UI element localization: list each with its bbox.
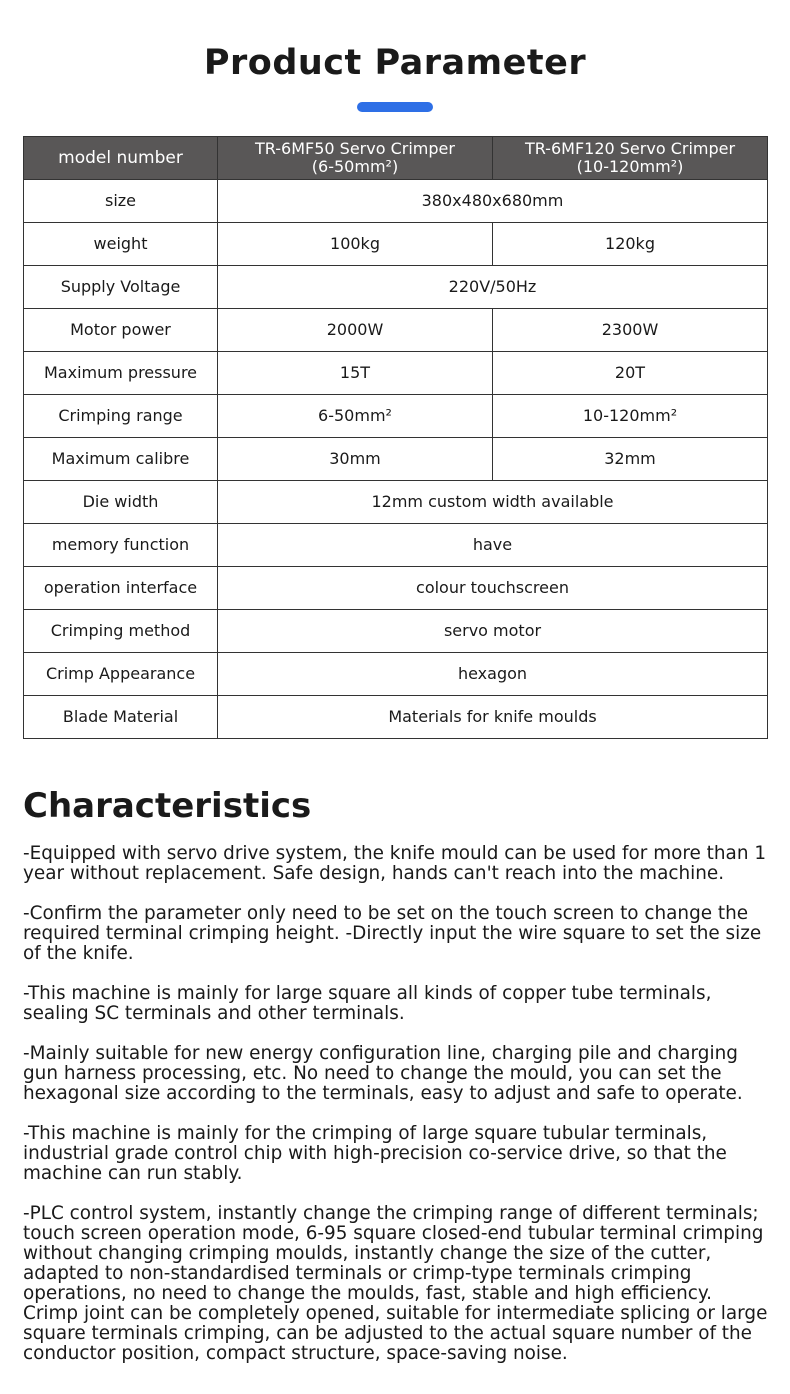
row-value: servo motor [218, 610, 768, 653]
row-label: Crimping range [24, 395, 218, 438]
row-label: Die width [24, 481, 218, 524]
characteristic-paragraph: -Mainly suitable for new energy configuration line, charging pile and charging gun harness processing, etc. No need to change the mould, you can set the hexagonal size according to the terminals, easy to adjust and safe to operate. [23, 1043, 743, 1104]
row-value: colour touchscreen [218, 567, 768, 610]
row-value: 120kg [493, 223, 768, 266]
table-row [24, 696, 768, 739]
row-label: weight [24, 223, 218, 266]
characteristic-paragraph: -PLC control system, instantly change the crimping range of different terminals; touch screen operation mode, 6-95 square closed-end tubular terminal crimping without changing crimping moulds, instantly change the size of the cutter, adapted to non-standardised terminals or crimp-type terminals crimping operations, no need to change the moulds, fast, stable and high efficiency. Crimp joint can be completely opened, suitable for intermediate splicing or large square terminals crimping, can be adjusted to the actual square number of the conductor position, compact structure, space-saving noise. [23, 1203, 768, 1364]
table-row [24, 309, 768, 352]
title-accent-bar [357, 102, 433, 112]
table-row [24, 481, 768, 524]
row-value: 12mm custom width available [218, 481, 768, 524]
characteristic-paragraph: -This machine is mainly for the crimping of large square tubular terminals, industrial grade control chip with high-precision co-service drive, so that the machine can run stably. [23, 1123, 727, 1184]
model-2-range: (10-120mm²) [576, 157, 684, 176]
table-row [24, 395, 768, 438]
table-body [24, 180, 768, 739]
row-value: have [218, 524, 768, 567]
row-value: hexagon [218, 653, 768, 696]
row-value: 15T [218, 352, 493, 395]
table-row [24, 567, 768, 610]
row-value: Materials for knife moulds [218, 696, 768, 739]
row-label: Motor power [24, 309, 218, 352]
table-row [24, 223, 768, 266]
row-value: 20T [493, 352, 768, 395]
table-header-row [24, 137, 768, 180]
row-value: 220V/50Hz [218, 266, 768, 309]
model-1-name: TR-6MF50 Servo Crimper [255, 139, 455, 158]
row-label: Blade Material [24, 696, 218, 739]
row-value: 100kg [218, 223, 493, 266]
row-value: 380x480x680mm [218, 180, 768, 223]
row-label: Crimp Appearance [24, 653, 218, 696]
table-row [24, 653, 768, 696]
table-row [24, 438, 768, 481]
row-label: Maximum calibre [24, 438, 218, 481]
row-label: Maximum pressure [24, 352, 218, 395]
table-row [24, 524, 768, 567]
characteristic-paragraph: -This machine is mainly for large square all kinds of copper tube terminals, sealing SC terminals and other terminals. [23, 983, 712, 1024]
header-label-cell: model number [24, 137, 218, 180]
row-label: size [24, 180, 218, 223]
row-value: 2000W [218, 309, 493, 352]
parameter-table [23, 136, 768, 739]
row-value: 10-120mm² [493, 395, 768, 438]
characteristic-paragraph: -Confirm the parameter only need to be set on the touch screen to change the required terminal crimping height. -Directly input the wire square to set the size of the knife. [23, 903, 762, 964]
table-row [24, 610, 768, 653]
row-label: operation interface [24, 567, 218, 610]
row-label: Crimping method [24, 610, 218, 653]
table-row [24, 180, 768, 223]
row-label: memory function [24, 524, 218, 567]
characteristics-list [23, 844, 768, 1384]
model-2-name: TR-6MF120 Servo Crimper [524, 139, 736, 158]
model-1-range: (6-50mm²) [311, 157, 399, 176]
row-value: 32mm [493, 438, 768, 481]
characteristics-heading: Characteristics [23, 786, 312, 826]
row-value: 2300W [493, 309, 768, 352]
table-row [24, 352, 768, 395]
row-label: Supply Voltage [24, 266, 218, 309]
characteristic-paragraph: -Equipped with servo drive system, the knife mould can be used for more than 1 year without replacement. Safe design, hands can't reach into the machine. [23, 843, 767, 884]
table-row [24, 266, 768, 309]
row-value: 6-50mm² [218, 395, 493, 438]
header-model-1 [218, 137, 493, 180]
row-value: 30mm [218, 438, 493, 481]
header-model-2 [493, 137, 768, 180]
page-title: Product Parameter [203, 43, 587, 83]
